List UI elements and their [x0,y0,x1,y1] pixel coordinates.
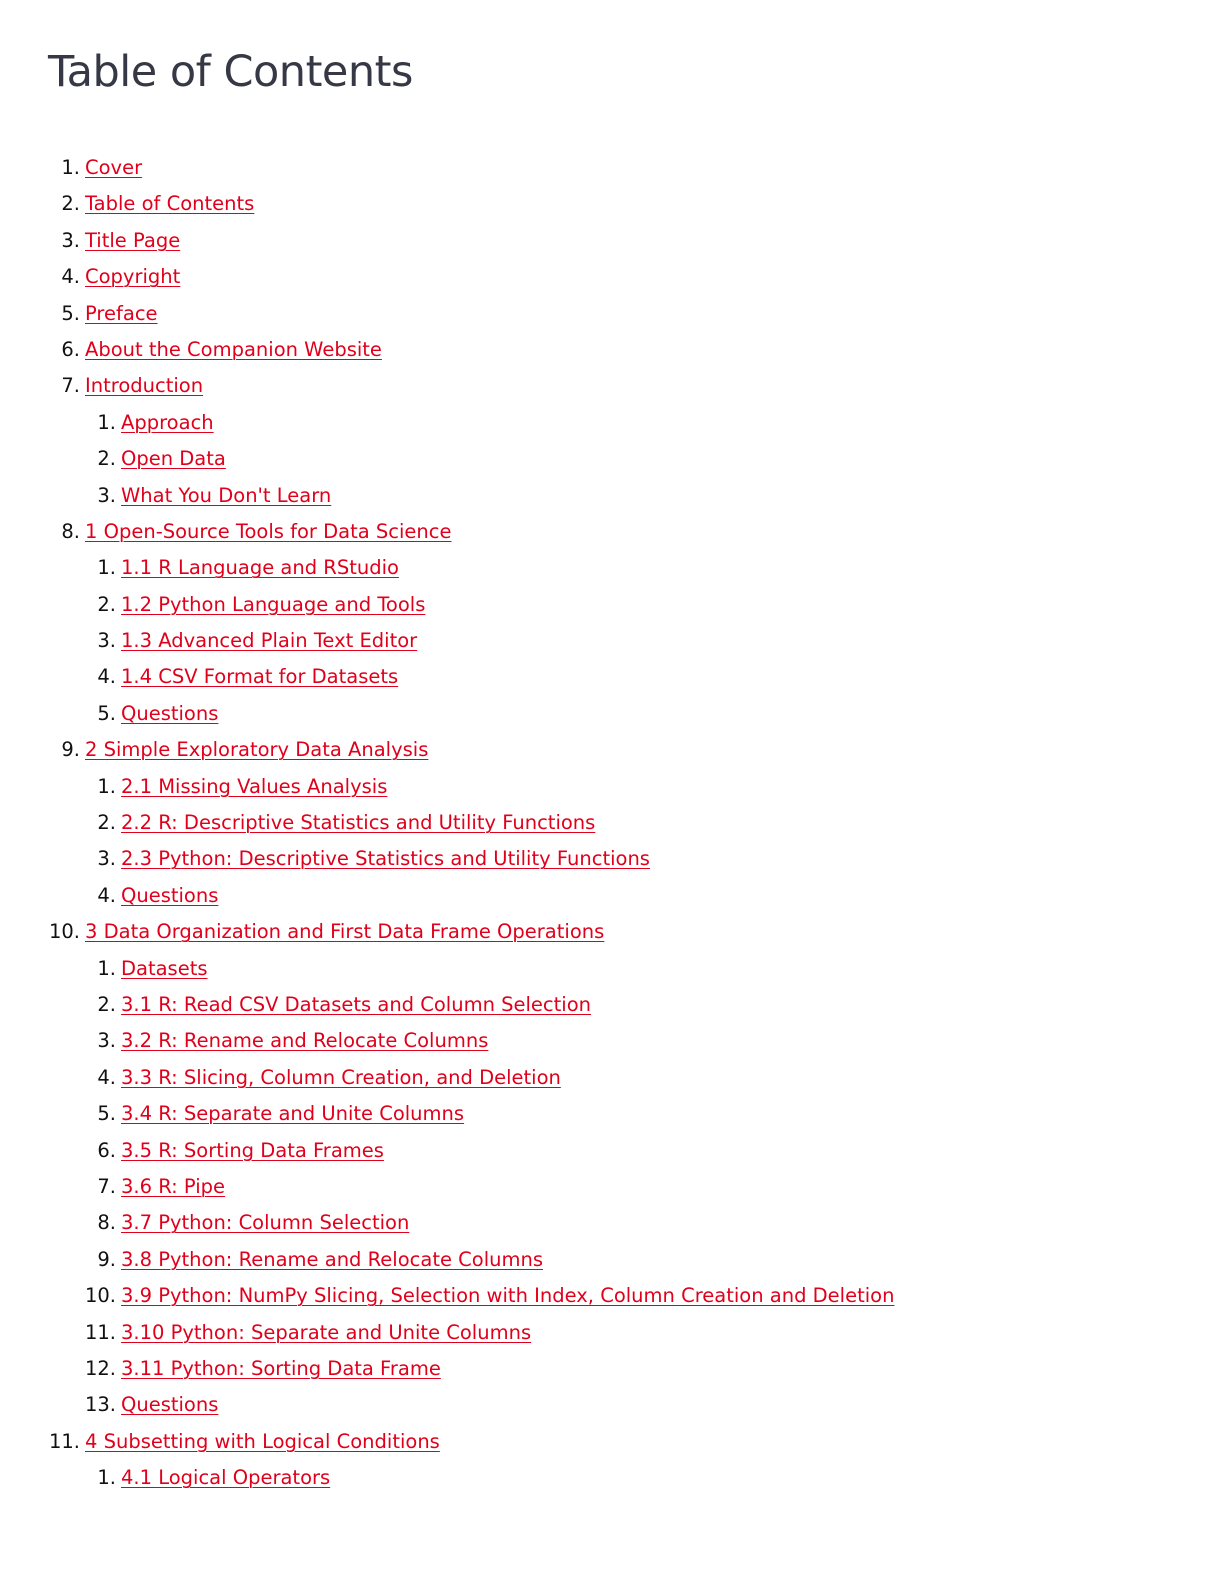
toc-link[interactable]: 3.7 Python: Column Selection [121,1211,410,1235]
toc-link[interactable]: Cover [85,156,143,179]
toc-link[interactable]: 3.6 R: Pipe [121,1174,226,1198]
toc-section-item [0,405,1224,441]
toc-item-number: 8. [61,519,80,543]
toc-item-number: 1. [97,410,116,434]
toc-link[interactable]: About the Companion Website [85,337,382,361]
toc-chapter-item [0,732,1224,768]
page-title: Table of Contents [48,47,413,97]
toc-section-item [0,1169,1224,1205]
toc-item-number: 11. [84,1320,116,1344]
toc-item-number: 4. [97,665,116,689]
toc-section-item [0,1351,1224,1387]
toc-link[interactable]: 1 Open-Source Tools for Data Science [85,519,452,543]
toc-section-item [0,987,1224,1023]
toc-item-number: 3. [97,1029,116,1053]
toc-section-item [0,659,1224,695]
toc-item-number: 4. [61,265,80,289]
toc-section-item [0,441,1224,477]
toc-item-number: 8. [97,1211,116,1235]
toc-link[interactable]: 3.2 R: Rename and Relocate Columns [121,1029,489,1053]
toc-chapter-item [0,332,1224,368]
toc-section-item [0,623,1224,659]
toc-item-number: 2. [61,192,80,216]
toc-section-item [0,1023,1224,1059]
toc-link[interactable]: 3.4 R: Separate and Unite Columns [121,1102,465,1126]
toc-section-item [0,1205,1224,1241]
toc-link[interactable]: Questions [121,883,219,907]
toc-item-number: 1. [97,556,116,580]
toc-item-number: 9. [61,738,80,762]
toc-item-number: 2. [97,992,116,1016]
toc-item-number: 3. [97,629,116,653]
toc-item-number: 6. [97,1138,116,1162]
toc-section-item [0,1315,1224,1351]
toc-link[interactable]: 2.1 Missing Values Analysis [121,774,388,798]
toc-section-item [0,1133,1224,1169]
toc-chapter-item [0,223,1224,259]
toc-section-item [0,1278,1224,1314]
table-of-contents-list [0,150,1224,1496]
toc-section-item [0,878,1224,914]
toc-link[interactable]: Preface [85,301,158,325]
toc-item-number: 3. [97,483,116,507]
toc-link[interactable]: 1.1 R Language and RStudio [121,556,399,580]
toc-link[interactable]: 2.2 R: Descriptive Statistics and Utility Functions [121,811,596,835]
toc-chapter-item [0,150,1224,186]
toc-link[interactable]: Questions [121,1393,219,1417]
toc-link[interactable]: 1.2 Python Language and Tools [121,592,426,616]
toc-item-number: 11. [48,1429,80,1453]
toc-link[interactable]: 3.5 R: Sorting Data Frames [121,1138,384,1162]
toc-link[interactable]: 4 Subsetting with Logical Conditions [85,1429,440,1453]
toc-link[interactable]: Copyright [85,265,181,289]
toc-item-number: 5. [61,301,80,325]
toc-item-number: 4. [97,1065,116,1089]
toc-item-number: 13. [84,1393,116,1417]
toc-link[interactable]: Table of Contents [85,192,255,216]
toc-section-item [0,478,1224,514]
toc-item-number: 5. [97,1102,116,1126]
toc-item-number: 7. [97,1174,116,1198]
toc-section-item [0,1242,1224,1278]
toc-link[interactable]: 3.1 R: Read CSV Datasets and Column Selection [121,992,591,1016]
toc-link[interactable]: Datasets [121,956,208,980]
toc-section-item [0,841,1224,877]
toc-item-number: 12. [84,1356,116,1380]
toc-section-item [0,587,1224,623]
toc-link[interactable]: 4.1 Logical Operators [121,1466,331,1490]
toc-item-number: 4. [97,883,116,907]
toc-link[interactable]: 2 Simple Exploratory Data Analysis [85,738,429,762]
toc-section-item [0,1460,1224,1496]
toc-chapter-item [0,259,1224,295]
toc-item-number: 2. [97,811,116,835]
toc-section-item [0,1060,1224,1096]
toc-section-item [0,550,1224,586]
toc-section-item [0,1387,1224,1423]
toc-link[interactable]: Questions [121,701,219,725]
toc-section-item [0,696,1224,732]
toc-section-item [0,805,1224,841]
toc-link[interactable]: 3.8 Python: Rename and Relocate Columns [121,1247,543,1271]
toc-section-item [0,769,1224,805]
toc-chapter-item [0,296,1224,332]
toc-item-number: 2. [97,592,116,616]
toc-item-number: 1. [97,1466,116,1490]
toc-item-number: 7. [61,374,80,398]
toc-link[interactable]: 3 Data Organization and First Data Frame Operations [85,920,605,944]
toc-link[interactable]: Approach [121,410,214,434]
toc-item-number: 10. [48,920,80,944]
toc-link[interactable]: Introduction [85,374,204,398]
toc-link[interactable]: 3.11 Python: Sorting Data Frame [121,1356,441,1380]
toc-section-item [0,951,1224,987]
toc-link[interactable]: Title Page [85,228,181,252]
toc-chapter-item [0,914,1224,950]
toc-item-number: 9. [97,1247,116,1271]
toc-chapter-item [0,1424,1224,1460]
toc-link[interactable]: 1.4 CSV Format for Datasets [121,665,399,689]
toc-item-number: 1. [61,156,80,179]
toc-link[interactable]: 3.10 Python: Separate and Unite Columns [121,1320,532,1344]
toc-link[interactable]: 1.3 Advanced Plain Text Editor [121,629,418,653]
toc-item-number: 3. [97,847,116,871]
toc-item-number: 3. [61,228,80,252]
toc-item-number: 5. [97,701,116,725]
toc-link[interactable]: What You Don't Learn [121,483,332,507]
toc-section-item [0,1096,1224,1132]
toc-item-number: 6. [61,337,80,361]
toc-item-number: 1. [97,774,116,798]
toc-link[interactable]: 3.9 Python: NumPy Slicing, Selection with Index, Column Creation and Deletion [121,1284,895,1308]
toc-chapter-item [0,514,1224,550]
toc-link[interactable]: 3.3 R: Slicing, Column Creation, and Deletion [121,1065,561,1089]
toc-chapter-item [0,368,1224,404]
toc-link[interactable]: 2.3 Python: Descriptive Statistics and Utility Functions [121,847,650,871]
toc-link[interactable]: Open Data [121,447,226,471]
toc-item-number: 10. [84,1284,116,1308]
toc-chapter-item [0,186,1224,222]
toc-item-number: 2. [97,447,116,471]
toc-item-number: 1. [97,956,116,980]
